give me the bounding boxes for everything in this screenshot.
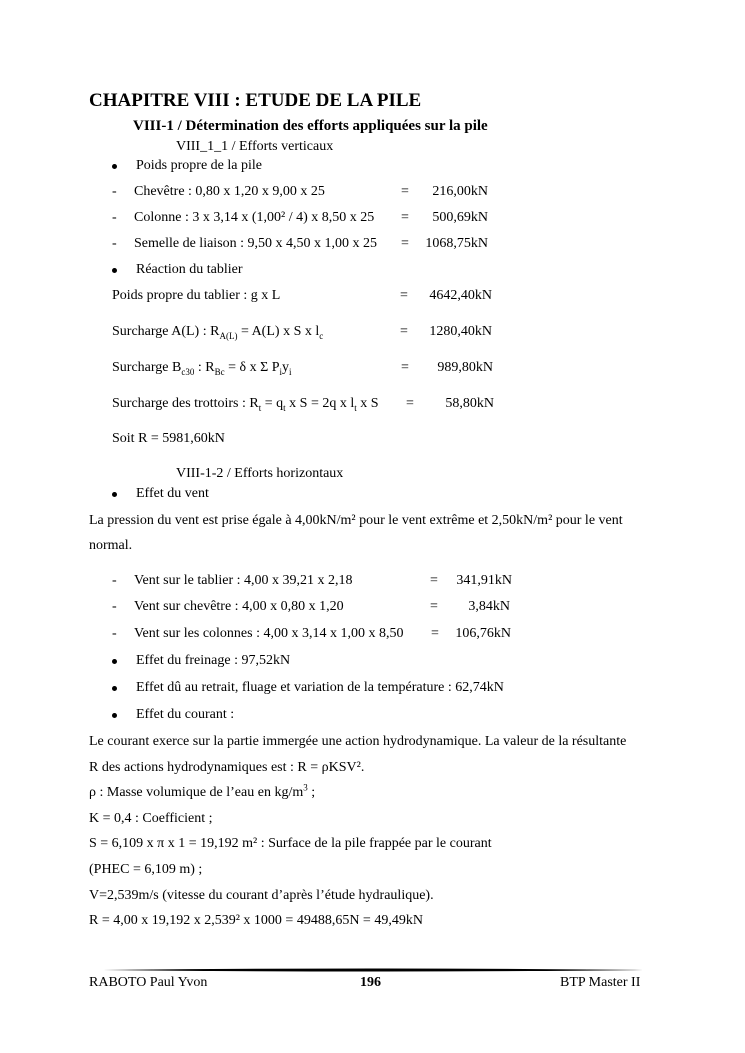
bullet-icon: [112, 686, 117, 691]
item-label: Semelle de liaison : 9,50 x 4,50 x 1,00 x 25: [134, 236, 378, 251]
reaction-bc: [112, 359, 512, 377]
item-value: 106,76kN: [455, 626, 511, 641]
item-label: Vent sur les colonnes : 4,00 x 3,14 x 1,00 x 8,50: [134, 626, 404, 641]
reaction-total: Soit R = 5981,60kN: [112, 431, 225, 446]
dash-item: - Vent sur les colonnes : 4,00 x 3,14 x 1,00 x 8,50 = 106,76kN: [112, 626, 511, 641]
paragraph-line: S = 6,109 x π x 1 = 19,192 m² : Surface de la pile frappée par le courant: [89, 836, 492, 851]
bullet-text: Effet du freinage : 97,52kN: [136, 653, 291, 668]
item-label: Vent sur chevêtre : 4,00 x 0,80 x 1,20: [134, 599, 344, 614]
paragraph-line: normal.: [89, 538, 133, 553]
footer-program: BTP Master II: [560, 975, 641, 990]
item-value: 1068,75kN: [425, 236, 488, 251]
subsection-title-horizontal: VIII-1-2 / Efforts horizontaux: [176, 466, 344, 481]
bullet-item: [112, 652, 562, 670]
bullet-text: Effet du vent: [136, 486, 209, 501]
item-eq: =: [430, 599, 438, 614]
item-eq: =: [401, 184, 409, 199]
reaction-eq: =: [406, 396, 414, 411]
dash-item: - Semelle de liaison : 9,50 x 4,50 x 1,00 x 25 = 1068,75kN: [112, 236, 488, 251]
item-value: 216,00kN: [432, 184, 488, 199]
item-eq: =: [401, 210, 409, 225]
item-value: 500,69kN: [432, 210, 488, 225]
item-value: 3,84kN: [468, 599, 510, 614]
item-label: Colonne : 3 x 3,14 x (1,00² / 4) x 8,50 x 25: [134, 210, 375, 225]
bullet-item: [112, 485, 512, 503]
subsection-title-vertical: VIII_1_1 / Efforts verticaux: [176, 139, 334, 154]
paragraph-line: Le courant exerce sur la partie immergée une action hydrodynamique. La valeur de la résultante: [89, 734, 627, 749]
bullet-icon: [112, 659, 117, 664]
reaction-value: 989,80kN: [437, 360, 493, 375]
reaction-label: Surcharge $B_{c30}$ : $R_{Bc} = \delta$ x Σ $P_iy_i$: [112, 360, 292, 377]
paragraph-line: (PHEC = 6,109 m) ;: [89, 862, 203, 877]
paragraph-line: ρ : Masse volumique de l’eau en $kg/m^3$ ;: [89, 782, 316, 800]
paragraph-line: La pression du vent est prise égale à 4,00kN/m² pour le vent extrême et 2,50kN/m² pour le vent: [89, 513, 623, 528]
dash-item: - Chevêtre : 0,80 x 1,20 x 9,00 x 25 = 216,00kN: [112, 184, 488, 199]
bullet-item: [112, 679, 562, 697]
item-label: Vent sur le tablier : 4,00 x 39,21 x 2,18: [134, 573, 353, 588]
reaction-poids: [112, 287, 512, 305]
bullet-text: Effet dû au retrait, fluage et variation de la température : 62,74kN: [136, 680, 504, 695]
dash-item: - Vent sur chevêtre : 4,00 x 0,80 x 1,20 = 3,84kN: [112, 599, 510, 614]
chapter-title: CHAPITRE VIII : ETUDE DE LA PILE: [89, 90, 422, 111]
bullet-item: [112, 706, 562, 724]
bullet-text: Poids propre de la pile: [136, 158, 262, 173]
item-value: 341,91kN: [456, 573, 512, 588]
bullet-icon: [112, 713, 117, 718]
bullet-icon: [112, 164, 117, 169]
footer-divider: [103, 968, 643, 972]
paragraph-line: V=2,539m/s (vitesse du courant d’après l’étude hydraulique).: [89, 888, 434, 903]
footer-page-number: 196: [360, 975, 381, 990]
reaction-label: Surcharge des trottoirs : $R_t = q_t$ x S = 2q x $l_t$ x S: [112, 396, 379, 413]
reaction-eq: =: [401, 360, 409, 375]
reaction-al: [112, 323, 512, 341]
reaction-eq: =: [400, 324, 408, 339]
item-eq: =: [431, 626, 439, 641]
bullet-item: [112, 261, 512, 279]
paragraph-line: K = 0,4 : Coefficient ;: [89, 811, 213, 826]
section-title: VIII-1 / Détermination des efforts appliquées sur la pile: [133, 118, 488, 134]
reaction-value: 1280,40kN: [429, 324, 492, 339]
dash-item: - Vent sur le tablier : 4,00 x 39,21 x 2,18 = 341,91kN: [112, 573, 512, 588]
bullet-icon: [112, 268, 117, 273]
bullet-text: Effet du courant :: [136, 707, 235, 722]
bullet-item: [112, 157, 512, 175]
footer-author: RABOTO Paul Yvon: [89, 975, 208, 990]
dash-item: - Colonne : 3 x 3,14 x (1,00² / 4) x 8,50 x 25 = 500,69kN: [112, 210, 488, 225]
item-eq: =: [430, 573, 438, 588]
reaction-trottoirs: [112, 395, 512, 413]
paragraph-line: R des actions hydrodynamiques est : R = ρKSV².: [89, 760, 365, 775]
reaction-value: 58,80kN: [445, 396, 494, 411]
item-label: Chevêtre : 0,80 x 1,20 x 9,00 x 25: [134, 184, 325, 199]
reaction-eq: =: [400, 288, 408, 303]
bullet-icon: [112, 492, 117, 497]
reaction-label: Surcharge A(L) : $R_{A(L)} = A(L)$ x S x $l_c$: [112, 324, 324, 341]
reaction-label: Poids propre du tablier : g x L: [112, 288, 281, 303]
paragraph-line: R = 4,00 x 19,192 x 2,539² x 1000 = 49488,65N = 49,49kN: [89, 913, 423, 928]
reaction-value: 4642,40kN: [429, 288, 492, 303]
bullet-text: Réaction du tablier: [136, 262, 243, 277]
item-eq: =: [401, 236, 409, 251]
